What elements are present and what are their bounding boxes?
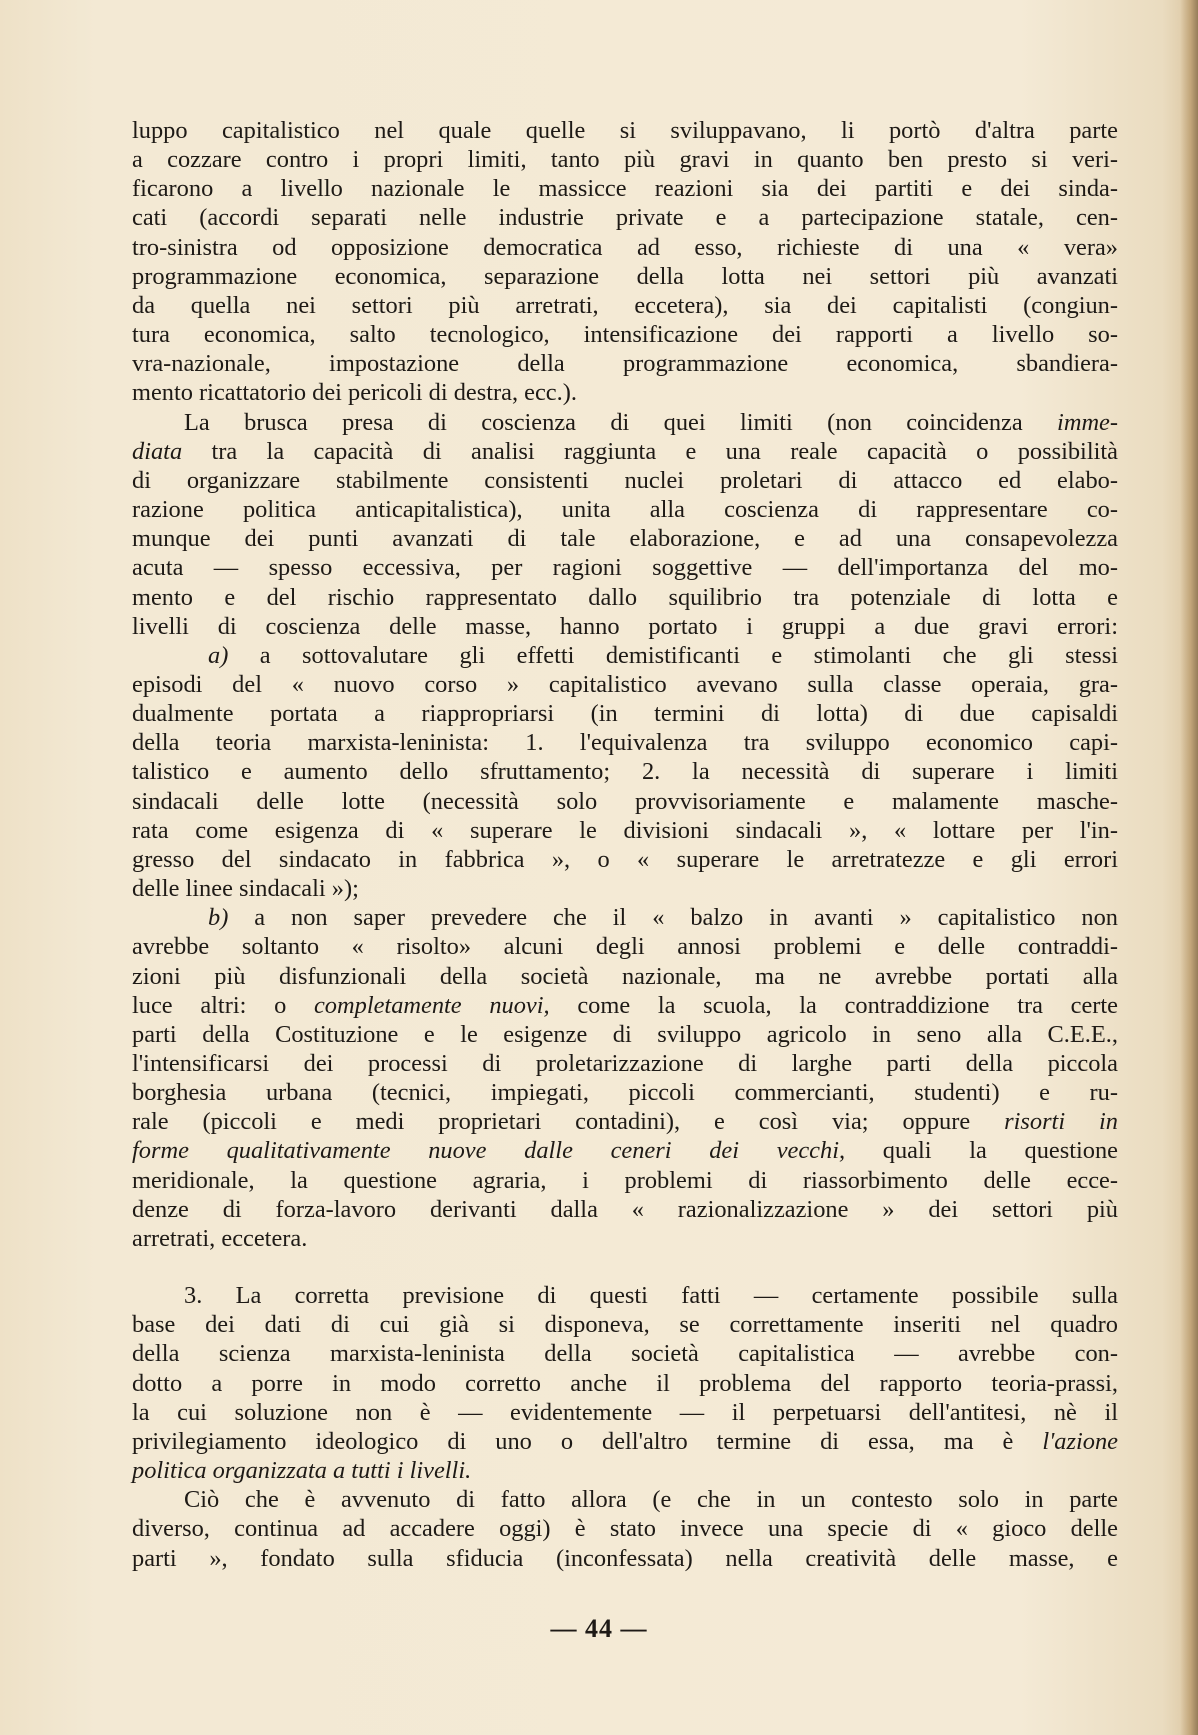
text-line bbox=[132, 1427, 1118, 1456]
text-line: meridionale, la questione agraria, i problemi di riassorbimento delle ecce- bbox=[132, 1166, 1118, 1194]
text-segment: a non saper prevedere che il « balzo in avanti » capitalistico non bbox=[228, 904, 1118, 932]
text-line: razione politica anticapitalistica), unita alla coscienza di rappresentare co- bbox=[132, 496, 1118, 524]
text-line: episodi del « nuovo corso » capitalistico avevano sulla classe operaia, gra- bbox=[132, 670, 1118, 698]
text-line bbox=[132, 991, 1118, 1020]
text-segment: La brusca presa di coscienza di quei limiti (non coincidenza bbox=[184, 408, 1058, 436]
text-line: zioni più disfunzionali della società nazionale, ma ne avrebbe portati alla bbox=[132, 962, 1118, 990]
text-line: da quella nei settori più arretrati, eccetera), sia dei capitalisti (congiun- bbox=[132, 291, 1118, 319]
italic-text: politica organizzata a tutti i livelli. bbox=[132, 1457, 472, 1485]
text-line: diverso, continua ad accadere oggi) è stato invece una specie di « gioco delle bbox=[132, 1515, 1118, 1543]
text-line: luppo capitalistico nel quale quelle si sviluppavano, li portò d'altra parte bbox=[132, 117, 1118, 144]
text-line: acuta — spesso eccessiva, per ragioni soggettive — dell'importanza del mo- bbox=[132, 554, 1118, 582]
text-line: arretrati, eccetera. bbox=[132, 1224, 308, 1252]
text-line: base dei dati di cui già si disponeva, se correttamente inseriti nel quadro bbox=[132, 1311, 1118, 1339]
text-line: Ciò che è avvenuto di fatto allora (e che in un contesto solo in parte bbox=[184, 1486, 1118, 1514]
text-line: sindacali delle lotte (necessità solo provvisoriamente e malamente masche- bbox=[132, 787, 1118, 815]
text-segment: tra la capacità di analisi raggiunta e una reale capacità o possibilità bbox=[182, 437, 1118, 465]
text-segment: luce altri: o bbox=[132, 991, 314, 1019]
text-line bbox=[132, 1456, 1118, 1485]
text-line: rata come esigenza di « superare le divisioni sindacali », « lottare per l'in- bbox=[132, 816, 1118, 844]
text-line: l'intensificarsi dei processi di proletarizzazione di larghe parti della piccola bbox=[132, 1050, 1118, 1077]
text-line: delle linee sindacali »); bbox=[132, 875, 359, 903]
text-line: tura economica, salto tecnologico, intensificazione dei rapporti a livello so- bbox=[132, 321, 1118, 349]
text-line bbox=[132, 437, 1118, 466]
list-marker: a) bbox=[208, 641, 229, 669]
text-line: parti della Costituzione e le esigenze di sviluppo agricolo in seno alla C.E.E., bbox=[132, 1020, 1118, 1048]
italic-text: risorti in bbox=[1004, 1108, 1118, 1136]
text-line bbox=[132, 1136, 1118, 1165]
text-line: borghesia urbana (tecnici, impiegati, piccoli commercianti, studenti) e ru- bbox=[132, 1079, 1118, 1107]
text-segment: a sottovalutare gli effetti demistificanti e stimolanti che gli stessi bbox=[228, 641, 1118, 669]
page-number: — 44 — bbox=[550, 1614, 648, 1643]
text-line: della teoria marxista-leninista: 1. l'equivalenza tra sviluppo economico capi- bbox=[132, 729, 1118, 757]
text-line: parti », fondato sulla sfiducia (inconfessata) nella creatività delle masse, e bbox=[132, 1544, 1118, 1572]
text-line: livelli di coscienza delle masse, hanno portato i gruppi a due gravi errori: bbox=[132, 612, 1118, 640]
text-line: talistico e aumento dello sfruttamento; 2. la necessità di superare i limiti bbox=[132, 758, 1118, 786]
text-line: dotto a porre in modo corretto anche il problema del rapporto teoria-prassi, bbox=[132, 1369, 1118, 1397]
text-segment: come la scuola, la contraddizione tra certe bbox=[549, 991, 1118, 1019]
italic-text: l'azione bbox=[1042, 1427, 1118, 1455]
section-3-heading-line: 3. La corretta previsione di questi fatti — certamente possibile sulla bbox=[184, 1282, 1118, 1310]
text-line: programmazione economica, separazione della lotta nei settori più avanzati bbox=[132, 262, 1118, 290]
italic-text: diata bbox=[132, 437, 183, 465]
text-line: di organizzare stabilmente consistenti nuclei proletari di attacco ed elabo- bbox=[132, 466, 1118, 494]
text-line: mento ricattatorio dei pericoli di destra, ecc.). bbox=[132, 379, 577, 407]
text-line: della scienza marxista-leninista della società capitalistica — avrebbe con- bbox=[132, 1340, 1118, 1368]
text-line: dualmente portata a riappropriarsi (in termini di lotta) di due capisaldi bbox=[132, 700, 1118, 728]
text-line: munque dei punti avanzati di tale elaborazione, e ad una consapevolezza bbox=[132, 525, 1118, 553]
italic-text: forme qualitativamente nuove dalle ceneri dei vecchi, bbox=[132, 1137, 846, 1165]
text-line: tro-sinistra od opposizione democratica ad esso, richieste di una « vera» bbox=[132, 233, 1118, 261]
text-line: mento e del rischio rappresentato dallo squilibrio tra potenziale di lotta e bbox=[132, 583, 1118, 611]
text-line: avrebbe soltanto « risolto» alcuni degli annosi problemi e delle contraddi- bbox=[132, 933, 1118, 961]
text-line bbox=[132, 408, 1118, 437]
text-line: gresso del sindacato in fabbrica », o « superare le arretratezze e gli errori bbox=[132, 845, 1118, 873]
text-segment: quali la questione bbox=[845, 1137, 1118, 1165]
text-line: denze di forza-lavoro derivanti dalla « razionalizzazione » dei settori più bbox=[132, 1195, 1118, 1223]
list-marker: b) bbox=[208, 904, 229, 932]
body-text bbox=[132, 116, 1118, 1573]
section-gap bbox=[132, 1253, 1118, 1281]
text-line: a cozzare contro i propri limiti, tanto più gravi in quanto ben presto si veri- bbox=[132, 146, 1118, 174]
text-segment: privilegiamento ideologico di uno o dell'altro termine di essa, ma è bbox=[132, 1427, 1043, 1455]
list-item-a bbox=[132, 641, 1118, 670]
text-line: cati (accordi separati nelle industrie private e a partecipazione statale, cen- bbox=[132, 204, 1118, 232]
text-line bbox=[132, 1107, 1118, 1136]
text-line: vra-nazionale, impostazione della programmazione economica, sbandiera- bbox=[132, 350, 1118, 378]
page-edge-shadow bbox=[1180, 0, 1198, 1735]
text-segment: rale (piccoli e medi proprietari contadini), e così via; oppure bbox=[132, 1108, 1005, 1136]
italic-text: completamente nuovi, bbox=[313, 991, 550, 1019]
text-line: la cui soluzione non è — evidentemente — il perpetuarsi dell'antitesi, nè il bbox=[132, 1398, 1118, 1426]
list-item-b bbox=[132, 903, 1118, 932]
text-line: ficarono a livello nazionale le massicce reazioni sia dei partiti e dei sinda- bbox=[132, 175, 1118, 203]
italic-text: imme- bbox=[1057, 408, 1118, 436]
